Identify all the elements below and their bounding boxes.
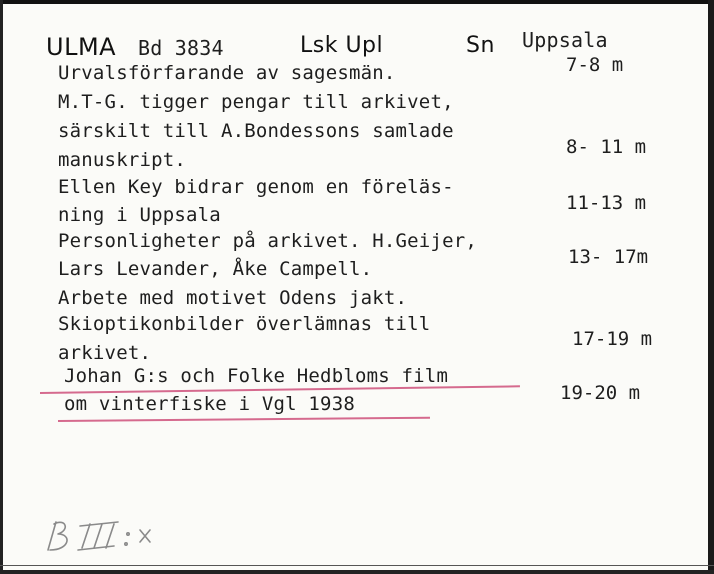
card-edge-line <box>0 565 714 566</box>
red-underline-2 <box>58 417 430 422</box>
entry-2-line-3: manuskript. <box>58 149 187 171</box>
entry-1-line-1: Urvalsförfarande av sagesmän. <box>58 62 396 84</box>
card-edge-left <box>0 0 3 574</box>
entry-7-range: 19-20 m <box>560 382 641 404</box>
entry-3-line-2: ning i Uppsala <box>58 204 221 226</box>
entry-4-line-1: Personligheter på arkivet. H.Geijer, <box>58 230 478 252</box>
entry-6-line-1: Skioptikonbilder överlämnas till <box>58 313 431 335</box>
entry-4-line-2: Lars Levander, Åke Campell. <box>58 258 373 280</box>
entry-6-line-2: arkivet. <box>58 342 152 364</box>
volume-number: Bd 3834 <box>138 36 224 60</box>
entry-7-line-2: om vinterfiske i Vgl 1938 <box>64 393 355 415</box>
card-edge-bottom <box>0 570 714 574</box>
entry-5-line-1: Arbete med motivet Odens jakt. <box>58 287 408 309</box>
entry-1-range: 7-8 m <box>566 54 624 76</box>
entry-4-range: 13- 17m <box>568 246 649 268</box>
landskap-label: Lsk Upl <box>300 33 384 58</box>
socken-label: Sn <box>466 33 495 58</box>
card-edge-top <box>0 0 714 4</box>
entry-7-line-1: Johan G:s och Folke Hedbloms film <box>64 365 449 387</box>
entry-2-range: 8- 11 m <box>566 136 647 158</box>
card-edge-right <box>708 0 714 574</box>
archive-code: ULMA <box>46 33 117 61</box>
entry-2-line-2: särskilt till A.Bondessons samlade <box>58 120 454 142</box>
entry-3-range: 11-13 m <box>566 192 647 214</box>
entry-6-range: 17-19 m <box>572 328 653 350</box>
entry-2-line-1: M.T-G. tigger pengar till arkivet, <box>58 91 454 113</box>
entry-3-line-1: Ellen Key bidrar genom en föreläs- <box>58 176 454 198</box>
socken-name: Uppsala <box>522 28 608 52</box>
handwritten-shelf-mark <box>40 512 180 558</box>
